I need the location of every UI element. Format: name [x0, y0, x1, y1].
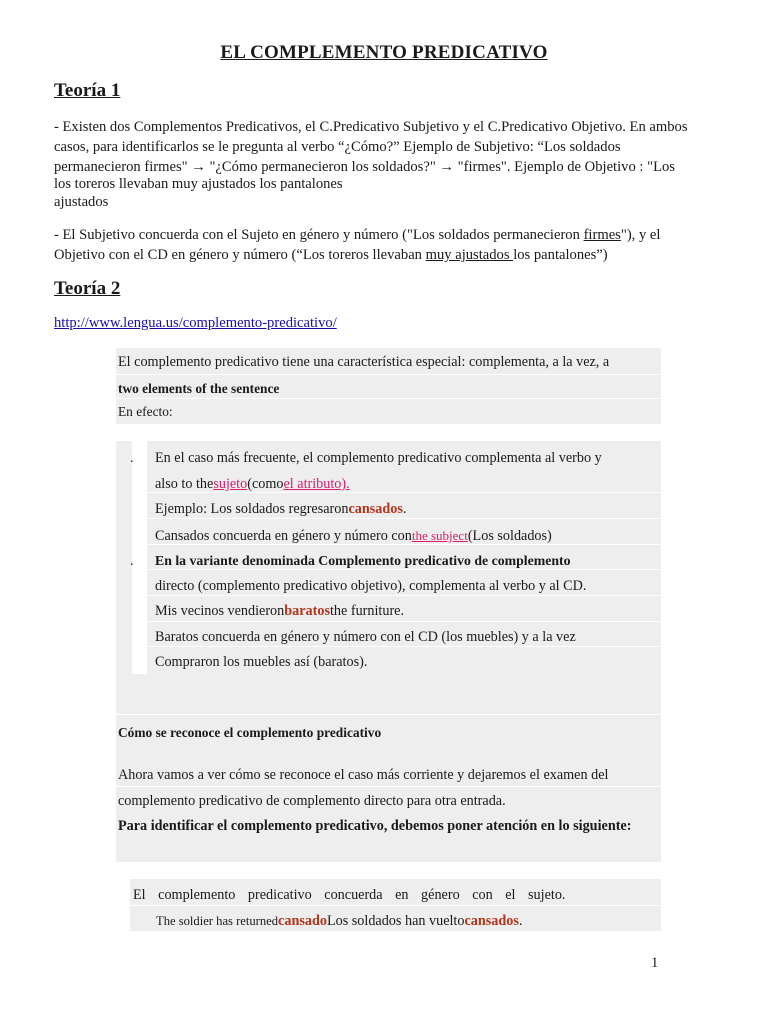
recognition-line: Ahora vamos a ver cómo se reconoce el caso más corriente y dejaremos el examen del [118, 767, 609, 783]
case2-line: directo (complemento predicativo objetivo), complementa al verbo y al CD. [155, 578, 587, 594]
intro-line: El complemento predicativo tiene una característica especial: complementa, a la vez, a [118, 354, 610, 370]
case2-explanation: Compraron los muebles así (baratos). [155, 654, 368, 670]
theory1-p1-line: ajustados [54, 194, 109, 210]
theory1-p1-line: los toreros llevaban muy ajustados los pantalones [54, 176, 343, 192]
intro-line-bold: two elements of the sentence [118, 381, 280, 396]
case1-explanation [155, 523, 552, 549]
source-link[interactable]: http://www.lengua.us/complemento-predicativo/ [54, 315, 337, 331]
theory1-p1-line: - Existen dos Complementos Predicativos, el C.Predicativo Subjetivo y el C.Predicativo Objetivo. En ambos [54, 119, 688, 135]
the-subject-link[interactable]: the subject [411, 528, 468, 543]
theory1-paragraph2 [54, 225, 722, 265]
case2-line: En la variante denominada Complemento predicativo de complemento [155, 553, 571, 568]
recognition-line: complemento predicativo de complemento directo para otra entrada. [118, 793, 506, 809]
document-title: EL COMPLEMENTO PREDICATIVO [220, 42, 548, 63]
text: atributo [293, 476, 342, 492]
text: the furniture. [329, 603, 405, 619]
highlight-word: cansado [278, 913, 327, 929]
page-number: 1 [651, 955, 659, 971]
highlight-word: cansados [464, 913, 519, 929]
intro-line: En efecto: [118, 404, 173, 419]
text: Cansados concuerda en género y número con [155, 528, 412, 544]
highlight-word: baratos [284, 603, 330, 619]
recognition-box [116, 674, 661, 862]
case1-line [155, 472, 350, 497]
rule-box [130, 879, 661, 931]
underlined-text: firmes [583, 227, 621, 243]
rule-line: El complemento predicativo concuerda en género con el sujeto. [133, 887, 566, 903]
case1-example [155, 497, 406, 522]
text: The soldier has returned [156, 914, 279, 928]
text: . [518, 913, 523, 929]
text: Mis vecinos vendieron [155, 603, 285, 619]
theory1-p1-line: permanecieron firmes" → "¿Cómo permanecieron los soldados?" → "firmes". Ejemplo de Objetivo : "Los [54, 159, 675, 175]
text: Los soldados han vuelto [326, 913, 465, 929]
text: (como [247, 476, 284, 492]
theory1-p1-line: casos, para identificarlos se le pregunta al verbo “¿Cómo?” Ejemplo de Subjetivo: “Los soldados [54, 139, 621, 155]
recognition-heading: Cómo se reconoce el complemento predicativo [118, 725, 382, 740]
theory2-heading: Teoría 2 [54, 278, 121, 299]
text: - El Subjetivo concuerda con el Sujeto en género y número ("Los soldados permanecieron [54, 227, 584, 243]
list-bullet: . [130, 451, 134, 466]
text: el [283, 476, 294, 492]
text: (Los soldados) [467, 528, 552, 544]
case1-line: En el caso más frecuente, el complemento predicativo complementa al verbo y [155, 450, 602, 466]
case2-example [155, 599, 404, 624]
rule-example [156, 909, 522, 934]
case2-explanation: Baratos concuerda en género y número con el CD (los muebles) y a la vez [155, 629, 576, 645]
text: . [402, 501, 407, 517]
text: los pantalones”) [513, 247, 608, 263]
text: Ejemplo: Los soldados regresaron [155, 501, 349, 517]
underlined-text: muy ajustados [425, 247, 514, 263]
list-bullet: . [130, 554, 134, 569]
intro-box [116, 348, 661, 424]
theory1-heading: Teoría 1 [54, 80, 121, 101]
subject-link[interactable]: sujeto [213, 476, 248, 492]
theory1-paragraph1 [54, 117, 722, 213]
text: Objetivo con el CD en género y número (“Los toreros llevaban [54, 247, 426, 263]
attribute-link[interactable] [283, 476, 341, 492]
highlight-word: cansados [348, 501, 403, 517]
text: "), y el [620, 227, 661, 243]
text: also to the [155, 476, 214, 492]
text: ). [341, 476, 350, 492]
cases-box [116, 441, 661, 674]
recognition-line-bold: Para identificar el complemento predicativo, debemos poner atención en lo siguiente: [118, 818, 632, 834]
